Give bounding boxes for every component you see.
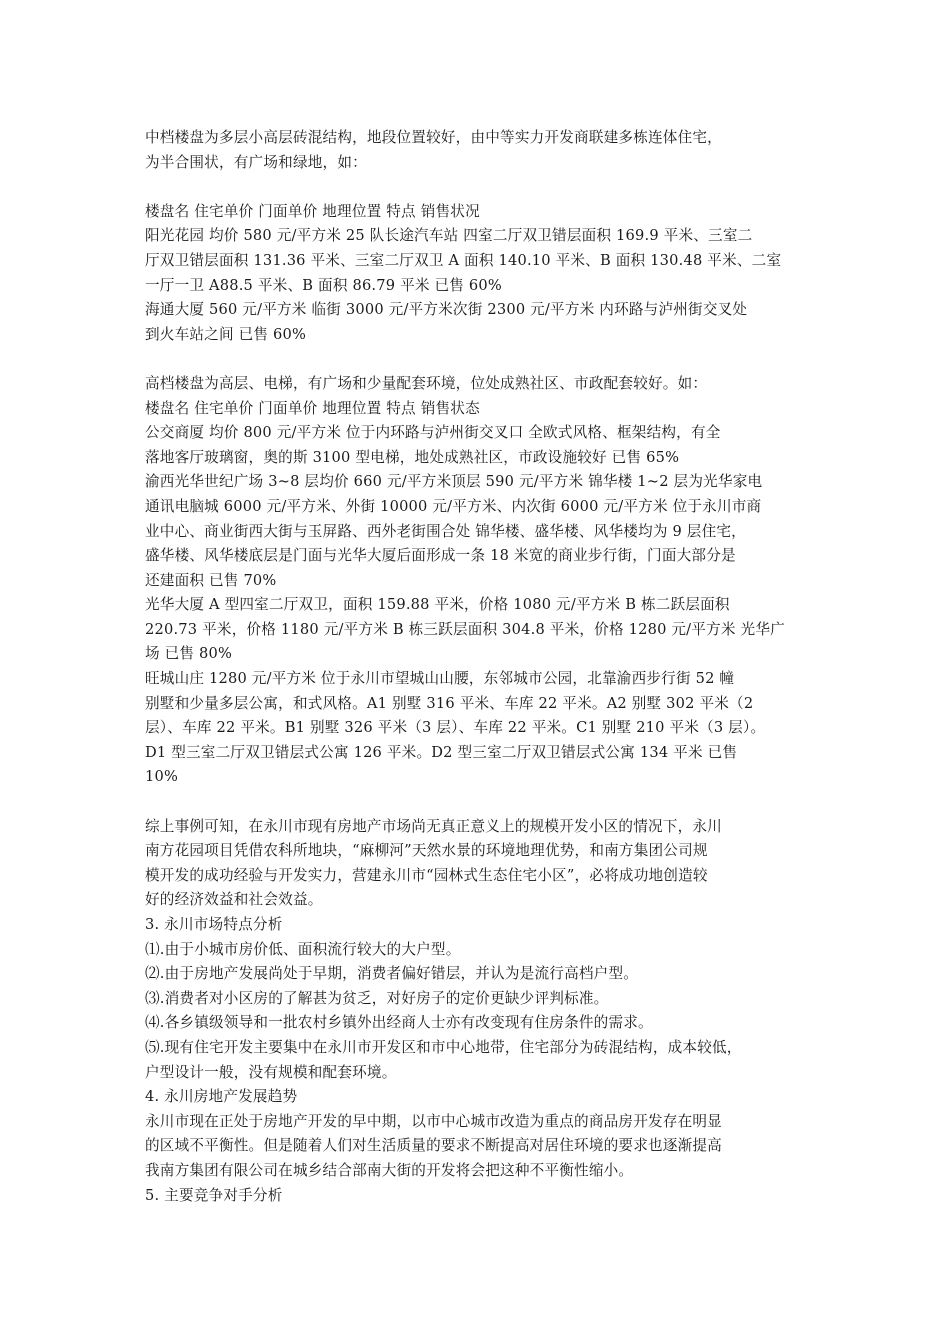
text-line: 旺城山庄 1280 元/平方米 位于永川市望城山山腰，东邻城市公园，北靠渝西步行街 52 幢 bbox=[145, 670, 735, 688]
text-line: 一厅一卫 A88.5 平米、B 面积 86.79 平米 已售 60% bbox=[145, 276, 502, 294]
text-line: 场 已售 80% bbox=[145, 645, 233, 663]
text-line: 模开发的成功经验与开发实力，营建永川市“园林式生态住宅小区”，必将成功地创造较 bbox=[145, 866, 708, 884]
text-line: ⑶.消费者对小区房的了解甚为贫乏，对好房子的定价更缺少评判标准。 bbox=[145, 989, 609, 1007]
text-line: 厅双卫错层面积 131.36 平米、三室二厅双卫 A 面积 140.10 平米、B 面积 130.48 平米、二室 bbox=[145, 251, 782, 269]
text-line: 户型设计一般，没有规模和配套环境。 bbox=[145, 1063, 397, 1081]
text-line: 220.73 平米，价格 1180 元/平方米 B 栋三跃层面积 304.8 平米，价格 1280 元/平方米 光华广 bbox=[145, 620, 785, 638]
text-line: ⑷.各乡镇级领导和一批农村乡镇外出经商人士亦有改变现有住房条件的需求。 bbox=[145, 1014, 653, 1032]
text-line: 中档楼盘为多层小高层砖混结构，地段位置较好，由中等实力开发商联建多栋连体住宅， bbox=[145, 129, 722, 146]
text-line: ⑸.现有住宅开发主要集中在永川市开发区和市中心地带，住宅部分为砖混结构，成本较低， bbox=[145, 1038, 742, 1056]
text-line: 好的经济效益和社会效益。 bbox=[145, 891, 323, 909]
text-line: 层）、车库 22 平米。B1 别墅 326 平米（3 层）、车库 22 平米。C1 别墅 210 平米（3 层）。 bbox=[145, 719, 766, 737]
text-line: 落地客厅玻璃窗，奥的斯 3100 型电梯，地处成熟社区，市政设施较好 已售 65% bbox=[145, 448, 680, 466]
text-line: 综上事例可知，在永川市现有房地产市场尚无真正意义上的规模开发小区的情况下，永川 bbox=[145, 817, 722, 835]
text-line: 楼盘名 住宅单价 门面单价 地理位置 特点 销售状态 bbox=[145, 399, 480, 417]
text-line: ⑴.由于小城市房价低、面积流行较大的大户型。 bbox=[145, 940, 461, 958]
text-line: 永川市现在正处于房地产开发的早中期，以市中心城市改造为重点的商品房开发存在明显 bbox=[145, 1112, 722, 1130]
text-line: 的区域不平衡性。但是随着人们对生活质量的要求不断提高对居住环境的要求也逐渐提高 bbox=[145, 1137, 722, 1155]
text-line: 为半合围状，有广场和绿地，如： bbox=[145, 153, 367, 171]
text-line: ⑵.由于房地产发展尚处于早期，消费者偏好错层，并认为是流行高档户型。 bbox=[145, 965, 639, 983]
text-line: 通讯电脑城 6000 元/平方米、外街 10000 元/平方米、内次街 6000 元/平方米 位于永川市商 bbox=[145, 497, 762, 515]
text-line: 到火车站之间 已售 60% bbox=[145, 325, 307, 343]
text-line: 海通大厦 560 元/平方米 临街 3000 元/平方米次街 2300 元/平方米 内环路与泸州街交叉处 bbox=[145, 301, 748, 319]
text-line: 光华大厦 A 型四室二厅双卫，面积 159.88 平米，价格 1080 元/平方米 B 栋二跃层面积 bbox=[145, 596, 730, 614]
text-line: 业中心、商业街西大街与玉屏路、西外老街围合处 锦华楼、盛华楼、风华楼均为 9 层住宅， bbox=[145, 522, 746, 540]
blank-line bbox=[145, 790, 817, 815]
text-line: 别墅和少量多层公寓，和式风格。A1 别墅 316 平米、车库 22 平米。A2 别墅 302 平米（2 bbox=[145, 694, 754, 712]
document-body bbox=[145, 126, 817, 1208]
text-line: 高档楼盘为高层、电梯，有广场和少量配套环境，位处成熟社区、市政配套较好。如： bbox=[145, 374, 708, 392]
text-line: 5. 主要竞争对手分析 bbox=[145, 1186, 283, 1204]
text-line: 10% bbox=[145, 768, 179, 786]
blank-line bbox=[145, 347, 817, 372]
text-line: 南方花园项目凭借农科所地块，“麻柳河”天然水景的环境地理优势，和南方集团公司规 bbox=[145, 842, 708, 860]
text-line: 3. 永川市场特点分析 bbox=[145, 916, 283, 933]
text-line: 公交商厦 均价 800 元/平方米 位于内环路与泸州街交叉口 全欧式风格、框架结构，有全 bbox=[145, 424, 721, 442]
text-line: 阳光花园 均价 580 元/平方米 25 队长途汽车站 四室二厅双卫错层面积 169.9 平米、三室二 bbox=[145, 227, 753, 245]
text-line: 还建面积 已售 70% bbox=[145, 571, 277, 589]
blank-line bbox=[145, 175, 817, 200]
text-line: 我南方集团有限公司在城乡结合部南大街的开发将会把这种不平衡性缩小。 bbox=[145, 1161, 634, 1179]
text-line: 盛华楼、风华楼底层是门面与光华大厦后面形成一条 18 米宽的商业步行街，门面大部分是 bbox=[145, 547, 736, 565]
text-line: 楼盘名 住宅单价 门面单价 地理位置 特点 销售状况 bbox=[145, 202, 480, 220]
text-line: D1 型三室二厅双卫错层式公寓 126 平米。D2 型三室二厅双卫错层式公寓 134 平米 已售 bbox=[145, 743, 738, 761]
text-line: 4. 永川房地产发展趋势 bbox=[145, 1088, 298, 1106]
text-line: 渝西光华世纪广场 3~8 层均价 660 元/平方米顶层 590 元/平方米 锦华楼 1~2 层为光华家电 bbox=[145, 473, 763, 491]
